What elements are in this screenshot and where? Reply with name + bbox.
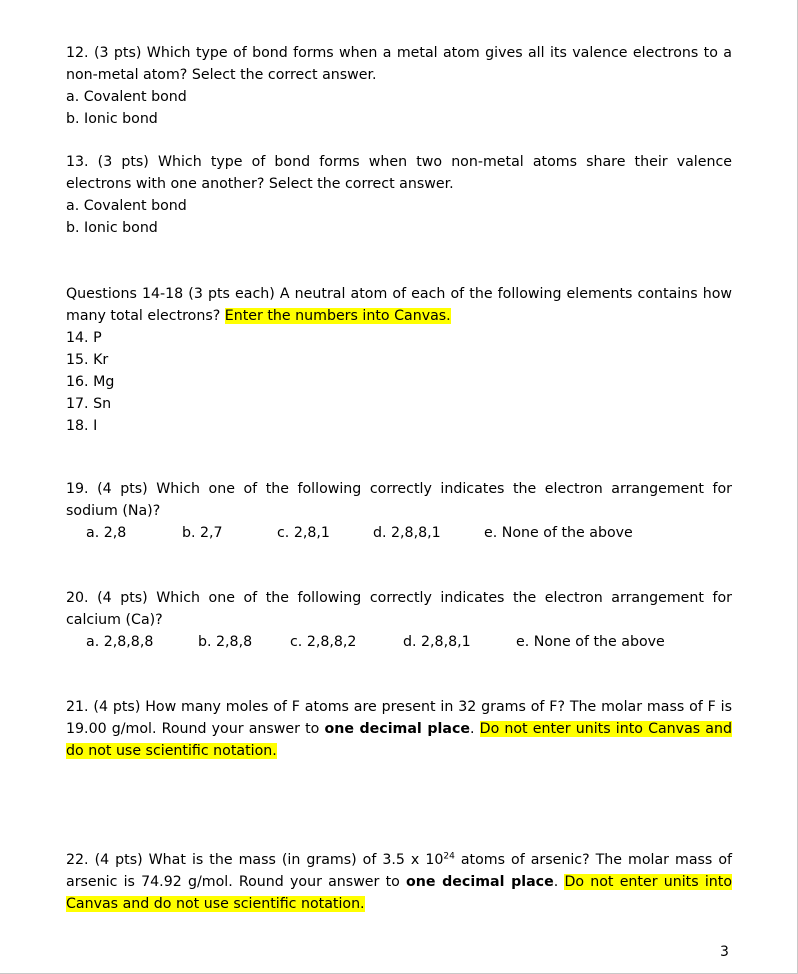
question-19-option-c: c. 2,8,1 (277, 525, 330, 541)
question-22-stem (66, 849, 732, 915)
question-12-option-b: b. Ionic bond (66, 111, 158, 127)
question-21-stem-text: 21. (4 pts) How many moles of F atoms are present in 32 grams of F? The molar mass of F is 19.00 g/mol. Round your answer to (66, 699, 732, 737)
question-22-stem-part-a: 22. (4 pts) What is the mass (in grams) of 3.5 x 10 (66, 852, 444, 868)
question-19-option-e: e. None of the above (484, 525, 633, 541)
element-item-17: 17. Sn (66, 396, 112, 412)
question-20-option-e: e. None of the above (516, 634, 665, 650)
question-12 (66, 42, 732, 130)
question-13-stem: 13. (3 pts) Which type of bond forms when two non-metal atoms share their valence electrons with one another? Select the correct answer. (66, 154, 732, 192)
question-19-option-a: a. 2,8 (86, 525, 127, 541)
question-20 (66, 587, 732, 653)
question-13 (66, 151, 732, 239)
question-19 (66, 478, 732, 544)
page-number: 3 (720, 944, 729, 960)
question-20-option-b: b. 2,8,8 (198, 634, 253, 650)
question-13-option-b: b. Ionic bond (66, 220, 158, 236)
questions-14-18-stem (66, 283, 732, 327)
element-item-14: 14. P (66, 330, 102, 346)
element-item-15: 15. Kr (66, 352, 109, 368)
question-12-stem: 12. (3 pts) Which type of bond forms when a metal atom gives all its valence electrons to a non-metal atom? Select the correct answer. (66, 45, 732, 83)
question-22-instruction: Do not enter units into Canvas and do not use scientific notation. (66, 874, 733, 912)
question-20-option-c: c. 2,8,8,2 (290, 634, 357, 650)
element-item-16: 16. Mg (66, 374, 115, 390)
question-22-period: . (553, 874, 559, 890)
questions-14-18-instruction: Enter the numbers into Canvas. (224, 308, 451, 324)
question-19-stem: 19. (4 pts) Which one of the following correctly indicates the electron arrangement for sodium (Na)? (66, 481, 732, 519)
question-20-option-a: a. 2,8,8,8 (86, 634, 154, 650)
question-20-options (66, 631, 732, 653)
question-21-stem (66, 696, 732, 762)
question-12-option-a: a. Covalent bond (66, 89, 187, 105)
question-19-options (66, 522, 732, 544)
questions-14-18-stem-text: Questions 14-18 (3 pts each) A neutral atom of each of the following elements contains how many total electrons? (66, 286, 732, 324)
question-22-exponent: 24 (443, 851, 455, 862)
question-21-instruction: Do not enter units into Canvas and do not use scientific notation. (66, 721, 732, 759)
question-13-option-a: a. Covalent bond (66, 198, 187, 214)
question-19-option-b: b. 2,7 (182, 525, 223, 541)
element-item-18: 18. I (66, 418, 98, 434)
question-22 (66, 849, 732, 915)
question-22-stem-part-b: atoms of arsenic? The molar mass of arsenic is 74.92 g/mol. Round your answer to (66, 852, 732, 890)
question-21-bold-text: one decimal place (324, 721, 470, 737)
question-20-stem: 20. (4 pts) Which one of the following correctly indicates the electron arrangement for calcium (Ca)? (66, 590, 732, 628)
question-21-period: . (469, 721, 475, 737)
questions-14-18 (66, 283, 732, 437)
question-22-bold-text: one decimal place (406, 874, 554, 890)
question-20-option-d: d. 2,8,8,1 (403, 634, 471, 650)
question-21 (66, 696, 732, 762)
question-19-option-d: d. 2,8,8,1 (373, 525, 441, 541)
